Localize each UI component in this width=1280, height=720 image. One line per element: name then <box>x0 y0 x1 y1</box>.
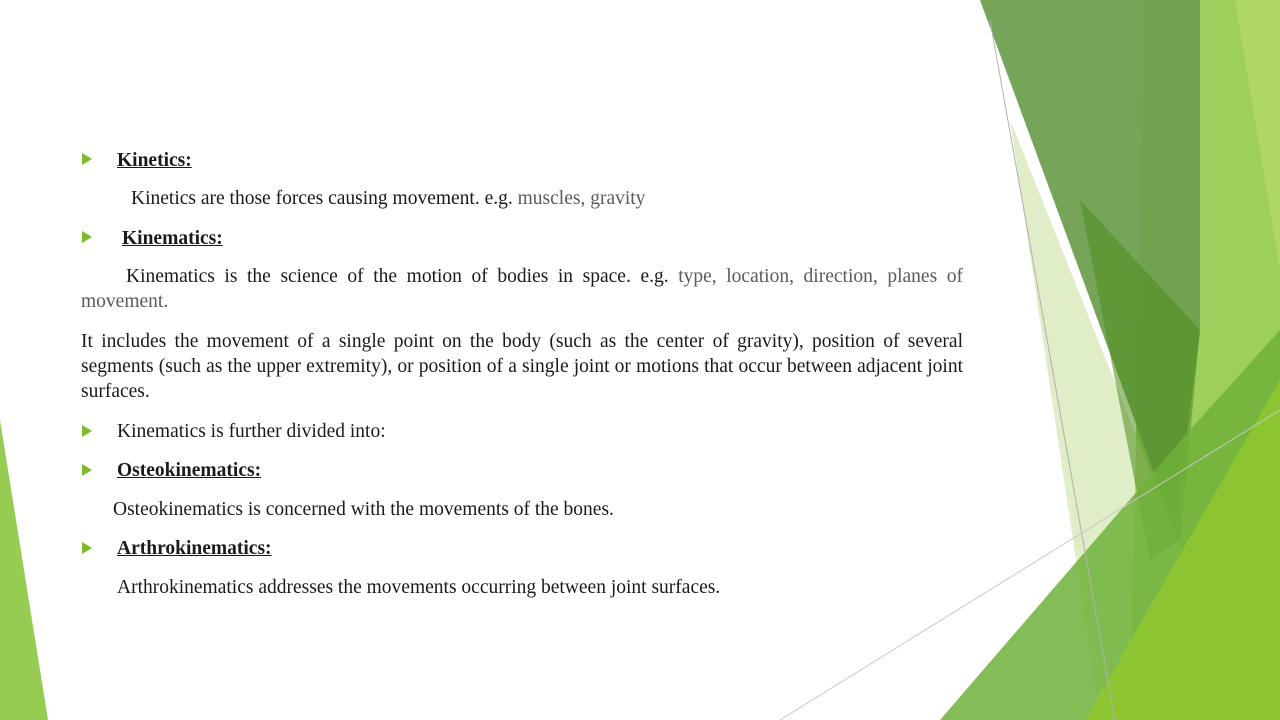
kinematics-definition <box>81 264 963 314</box>
kinematics-text: Kinematics is the science of the motion of bodies in space. e.g. <box>126 266 669 287</box>
kinematics-includes-paragraph: It includes the movement of a single point on the body (such as the center of gravity), position of several segments (such as the upper extremity), or position of a single joint or motions that occur between adjacent joint surfaces. <box>81 331 963 402</box>
kinematics-examples: type, location, direction, planes of movement. <box>81 266 963 312</box>
kinetics-heading: Kinetics: <box>117 150 192 171</box>
kinematics-divided-text: Kinematics is further divided into: <box>117 421 386 442</box>
osteokinematics-heading: Osteokinematics: <box>117 460 262 481</box>
osteokinematics-text: Osteokinematics is concerned with the movements of the bones. <box>113 499 614 520</box>
arthrokinematics-heading: Arthrokinematics: <box>117 538 272 559</box>
bullet-arrow-icon <box>82 425 92 437</box>
bullet-arrow-icon <box>82 542 92 554</box>
arthrokinematics-text: Arthrokinematics addresses the movements occurring between joint surfaces. <box>117 577 721 598</box>
bullet-arrow-icon <box>82 153 92 165</box>
kinematics-heading: Kinematics: <box>122 228 223 249</box>
bullet-arrow-icon <box>82 231 92 243</box>
kinetics-examples: muscles, gravity <box>517 188 646 209</box>
kinetics-text: Kinetics are those forces causing movement. e.g. <box>131 188 513 209</box>
kinetics-definition <box>131 186 645 211</box>
bullet-arrow-icon <box>82 464 92 476</box>
